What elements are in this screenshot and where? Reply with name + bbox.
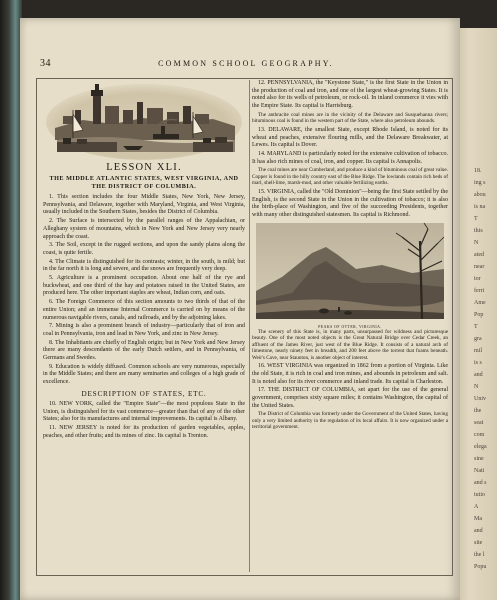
section-heading: DESCRIPTION OF STATES, ETC.: [81, 389, 207, 398]
peaks-of-otter-engraving: [252, 221, 448, 327]
margin-fragment: T: [474, 324, 478, 330]
margin-fragment: tutio: [474, 492, 486, 498]
margin-fragment: 18.: [474, 168, 482, 174]
margin-fragment: Ame: [474, 300, 486, 306]
margin-fragment: is na: [474, 204, 486, 210]
paragraph: 17. THE DISTRICT OF COLUMBIA, set apart for the use of the general government, comprises sixty square miles; it contains Washington, the capital of the United States.: [252, 387, 448, 409]
margin-fragment: is s: [474, 360, 482, 366]
margin-fragment: ferri: [474, 288, 485, 294]
margin-fragment: the: [474, 408, 482, 414]
lesson-subtitle: THE MIDDLE ATLANTIC STATES, WEST VIRGINIA, AND THE DISTRICT OF COLUMBIA.: [49, 175, 239, 190]
note-paragraph: The District of Columbia was formerly under the Government of the United States, having only a very limited authority in the regulation of its local affairs. It is now organized under a territorial government.: [252, 411, 448, 431]
margin-fragment: Univ: [474, 396, 486, 402]
margin-fragment: Popu: [474, 564, 487, 570]
right-column: [252, 80, 448, 572]
paragraph: 1. This section includes the four Middle States, New York, New Jersey, Pennsylvania, and Delaware, together with Maryland, Virginia, and West Virginia, usually included in the Southern States, besides the District of Columbia.: [43, 194, 245, 216]
paragraph: 5. Agriculture is a prominent occupation. About one half of the rye and buckwheat, and one third of the hay and potatoes raised in the United States, are produced here. The other important staples are wheat, Indian corn, and oats.: [43, 275, 245, 297]
margin-fragment: Pop: [474, 312, 484, 318]
note-paragraph: The scenery of this State is, in many parts, unsurpassed for wildness and picturesque beauty. One of the most noted objects is the Great Natural Bridge over Cedar Creek, an affluent of the James River, just west of the Blue Ridge. It consists of a natural arch of limestone, nearly ninety feet in breadth, and 200 feet above the torrent that foams beneath. Weir's Cave, near Staunton, is another object of interest.: [252, 328, 448, 361]
note-paragraph: The anthracite coal mines are in the vicinity of the Delaware and Susquehanna rivers; bituminous coal is found in the western part of the State, where also petroleum abounds.: [252, 111, 448, 125]
margin-fragment: the l: [474, 552, 485, 558]
margin-fragment: com: [474, 432, 485, 438]
margin-fragment: N: [474, 240, 479, 246]
running-title: COMMON SCHOOL GEOGRAPHY.: [158, 59, 334, 68]
margin-fragment: site: [474, 540, 483, 546]
column-divider: [249, 80, 250, 572]
margin-fragment: Nati: [474, 468, 485, 474]
left-column: [43, 80, 245, 572]
paragraph: 10. NEW YORK, called the "Empire State"—the most populous State in the Union, is distinguished for its vast commerce—greater than that of any of the other States; also for its manufactures and internal improvements. Its capital is Albany.: [43, 400, 245, 423]
illustration-caption: PEAKS OF OTTER, VIRGINIA.: [318, 324, 382, 329]
paragraph: 7. Mining is also a prominent branch of industry—particularly that of iron and coal in Pennsylvania, iron and lead in New York, and zinc in New Jersey.: [43, 323, 245, 337]
paragraph: 2. The Surface is intersected by the parallel ranges of the Appalachian, or Alleghany system of mountains, which in New York and New Jersey very nearly approach the coast.: [43, 218, 245, 240]
margin-fragment: and: [474, 528, 483, 534]
margin-fragment: tor: [474, 276, 481, 282]
paragraph: 14. MARYLAND is particularly noted for the extensive cultivation of tobacco. It has also rich mines of coal, iron, and copper. Its capital is Annapolis.: [252, 150, 448, 165]
paragraph: 4. The Climate is distinguished for its contrasts; winter, in the south, is mild; but in the far north it is long and severe, and the snows are frequently very deep.: [43, 258, 245, 273]
page-number: 34: [40, 58, 51, 69]
margin-fragment: N: [474, 384, 479, 390]
margin-fragment: and: [474, 372, 483, 378]
margin-fragment: mil: [474, 348, 483, 354]
margin-fragment: elega: [474, 444, 487, 450]
book-page: [20, 18, 460, 600]
paragraph: 6. The Foreign Commerce of this section amounts to two thirds of that of the entire Union; and an immense Internal Commerce is carried on by means of the numerous navigable rivers, canals, and railroads, and by the adjoining lakes.: [43, 299, 245, 321]
book-binding: [0, 0, 22, 600]
city-harbor-engraving: [43, 80, 245, 160]
margin-fragment: ing s: [474, 180, 486, 186]
margin-fragment: ated: [474, 252, 484, 258]
margin-fragment: and s: [474, 480, 487, 486]
paragraph: 11. NEW JERSEY is noted for its production of garden vegetables, apples, peaches, and other fruits; and its mines of zinc. Its capital is Trenton.: [43, 424, 245, 439]
lesson-title: LESSON XLI.: [106, 162, 182, 173]
margin-fragment: T: [474, 216, 478, 222]
paragraph: 9. Education is widely diffused. Common schools are very numerous, especially in the Middle States; and there are many seminaries and colleges of a high grade of excellence.: [43, 363, 245, 386]
margin-fragment: Ma: [474, 516, 482, 522]
paragraph: 8. The Inhabitants are chiefly of English origin; but in New York and New Jersey there are many descendants of the early Dutch settlers, and in Pennsylvania, of Germans and Swedes.: [43, 339, 245, 362]
margin-fragment: seat: [474, 420, 484, 426]
paragraph: 15. VIRGINIA, called the "Old Dominion"—being the first State settled by the English, is the second State in the Union in the cultivation of tobacco; it is also the birth-place of Washington, and five of the succeeding Presidents, together with many other distinguished statesmen. Its capital is Richmond.: [252, 188, 448, 218]
note-paragraph: The coal mines are near Cumberland, and produce a kind of bituminous coal of great value. Copper is found in the hilly country east of the Blue Ridge. The lowlands contain rich beds of marl, shell-lime, marsh-mud, and other valuable fertilizing earths.: [252, 167, 448, 187]
paragraph: 3. The Soil, except in the rugged sections, and upon the sandy plains along the coast, is quite fertile.: [43, 242, 245, 256]
paragraph: 13. DELAWARE, the smallest State, except Rhode Island, is noted for its wheat and peaches, extensive flouring mills, and the Delaware Breakwater, at Lewes. Its capital is Dover.: [252, 126, 448, 149]
paragraph: 12. PENNSYLVANIA, the "Keystone State," is the first State in the Union in the production of coal and iron, and one of the largest wheat-growing States. It is noted also for its wells of petroleum, or rock-oil. In inland commerce it vies with the Empire State. Its capital is Harrisburg.: [252, 80, 448, 110]
page-header: [40, 58, 452, 74]
paragraph: 16. WEST VIRGINIA was organized in 1862 from a portion of Virginia. Like the old State, it is rich in coal and iron mines, and abounds in petroleum and salt. It is noted also for its river commerce and inland trade. Its capital is Charleston.: [252, 363, 448, 385]
margin-fragment: sine: [474, 456, 484, 462]
margin-fragment: A: [474, 504, 479, 510]
margin-fragment: near: [474, 264, 485, 270]
margin-fragment: this: [474, 228, 483, 234]
margin-fragment: abou: [474, 192, 486, 198]
margin-fragment: gra: [474, 336, 482, 342]
